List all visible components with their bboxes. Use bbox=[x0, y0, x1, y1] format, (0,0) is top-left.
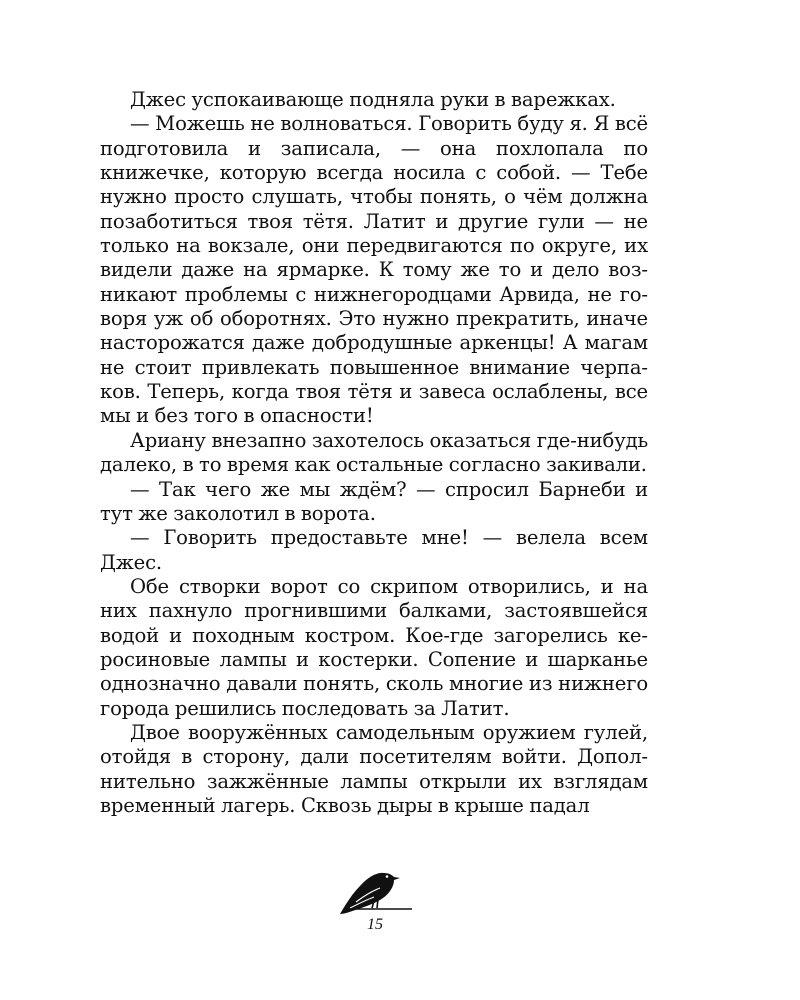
paragraph-6: Обе створки ворот со скрипом отворились, и на них пахнуло прогнившими балками, застоявшейся водой и походным костром. Кое-где загорелись керосиновые лампы и костерки. Сопение и шарканье однозначно давали понять, сколь многие из нижнего города решились последовать за Латит. bbox=[100, 574, 648, 720]
paragraph-2: — Можешь не волноваться. Говорить буду я. Я всё подготовила и записала, — она похлопала по книжечке, которую всегда носила с собой. — Тебе нужно просто слушать, чтобы понять, о чём должна позаботиться твоя тётя. Латит и другие гули — не только на вокзале, они передвигаются по округе, их видели даже на ярмарке. К тому же то и дело возникают проблемы с нижнегородцами Арвида, не говоря уж об оборотнях. Это нужно прекратить, иначе насторожатся даже добродушные аркенцы! А магам не стоит привлекать повышенное внимание черпаков. Теперь, когда твоя тётя и завеса ослаблены, все мы и без того в опасности! bbox=[100, 112, 648, 428]
page-body-text bbox=[100, 88, 648, 818]
paragraph-1: Джес успокаивающе подняла руки в варежках. bbox=[130, 88, 616, 111]
page-number: 15 bbox=[367, 916, 383, 933]
paragraph-7: Двое вооружённых самодельным оружием гулей, отойдя в сторону, дали посетителям войти. Дополнительно зажжённые лампы открыли их взглядам временный лагерь. Сквозь дыры в крыше падал bbox=[100, 720, 648, 817]
paragraph-5: — Говорить предоставьте мне! — велела всем Джес. bbox=[100, 526, 648, 574]
raven-on-branch-icon bbox=[334, 864, 414, 916]
paragraph-4: — Так чего же мы ждём? — спросил Барнеби и тут же заколотил в ворота. bbox=[100, 477, 648, 525]
paragraph-3: Ариану внезапно захотелось оказаться где-нибудь далеко, в то время как остальные согласно закивали. bbox=[100, 428, 648, 477]
